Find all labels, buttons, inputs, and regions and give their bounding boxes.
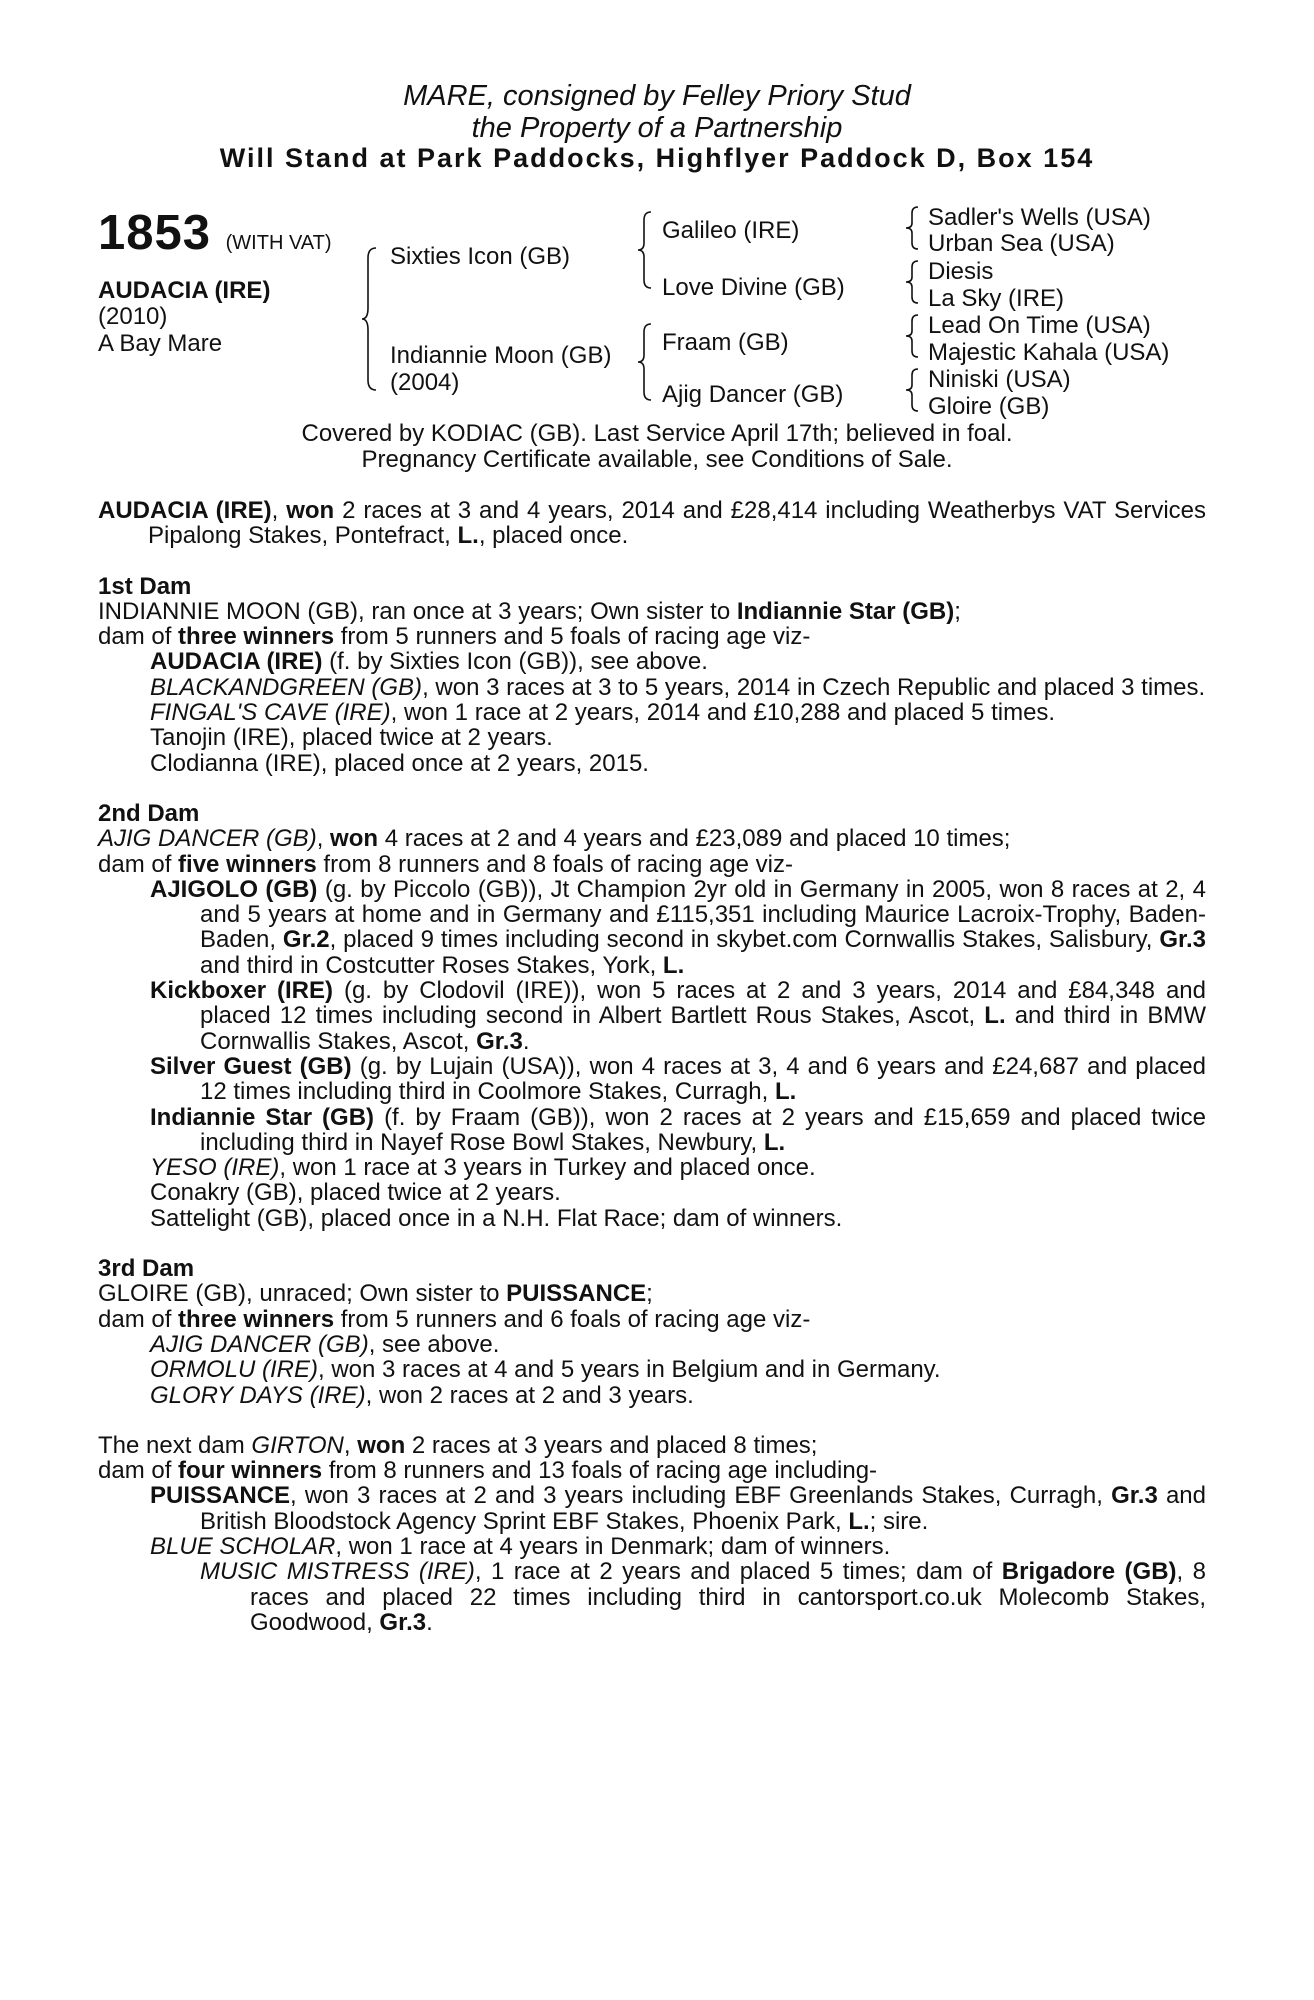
dam2-o1e: Gr.3	[1159, 926, 1207, 954]
dam4-o1f: ; sire.	[869, 1507, 929, 1535]
dam1-offspring-2	[98, 675, 1206, 700]
consignor-line: MARE, consigned by Felley Priory Stud	[403, 80, 911, 112]
property-line: the Property of a Partnership	[471, 112, 843, 144]
dam1-l1c: ;	[954, 597, 961, 625]
dam3-offspring-3	[98, 1383, 1206, 1408]
dam2-o3c: L.	[774, 1078, 797, 1106]
dam2-l1a: AJIG DANCER (GB)	[98, 825, 317, 853]
dam2-o1a: AJIGOLO (GB)	[150, 875, 318, 903]
location-line: Will Stand at Park Paddocks, Highflyer Paddock D, Box 154	[219, 143, 1095, 173]
dam2-o2f: .	[522, 1027, 530, 1055]
dam4-line2	[98, 1458, 1206, 1483]
dam1-heading: 1st Dam	[98, 572, 192, 600]
horse-description: A Bay Mare	[98, 330, 223, 357]
dam3-offspring-1	[98, 1332, 1206, 1357]
dam1-l2b: three winners	[178, 623, 335, 651]
dam2-o2b: (g. by Clodovil (IRE)), won 5 races at 2 and 3 years, 2014 and £84,348 and placed 12 times including second in Albert Bartlett Rous Stakes, Ascot,	[200, 977, 1206, 1030]
pedigree-brace-sire	[636, 210, 654, 290]
dam1-o1b: (f. by Sixties Icon (GB)), see above.	[322, 648, 708, 676]
dam2-line1	[98, 826, 1206, 851]
catalogue-body	[98, 498, 1206, 1635]
dam2-l1c: won	[330, 825, 379, 853]
pedigree-dam-year: (2004)	[390, 369, 460, 396]
dam4-l2b: four winners	[178, 1457, 323, 1485]
dam2-o3a: Silver Guest (GB)	[150, 1052, 352, 1080]
dam4-l1c: ,	[343, 1431, 358, 1459]
dam1-o3b: , won 1 race at 2 years, 2014 and £10,288 and placed 5 times.	[390, 699, 1056, 727]
pedigree-dam-sire: Fraam (GB)	[662, 329, 789, 356]
dam2-offspring-5	[98, 1155, 1206, 1180]
dam2-offspring-3	[98, 1054, 1206, 1105]
dam4-o2b: , won 1 race at 4 years in Denmark; dam of winners.	[335, 1532, 891, 1560]
dam3-heading: 3rd Dam	[98, 1255, 195, 1283]
pedigree-dss: Lead On Time (USA)	[928, 312, 1151, 339]
dam2-line2	[98, 852, 1206, 877]
dam4-l2c: from 8 runners and 13 foals of racing age including-	[322, 1457, 878, 1485]
pedigree-brace-sd	[903, 259, 921, 305]
lot-number: 1853	[98, 206, 212, 260]
dam2-o2e: Gr.3	[476, 1027, 523, 1055]
dam3-o3: GLORY DAYS (IRE)	[150, 1381, 366, 1409]
dam1-offspring-1	[98, 649, 1206, 674]
dam4-l1b: GIRTON	[251, 1431, 344, 1459]
dam3-l2c: from 5 runners and 6 foals of racing age viz-	[334, 1305, 811, 1333]
dam4-o3b: , 1 race at 2 years and placed 5 times; dam of	[474, 1558, 1002, 1586]
dam2-o4b: (f. by Fraam (GB)), won 2 races at 2 years and £15,659 and placed twice including third in Nayef Rose Bowl Stakes, Newbury,	[200, 1103, 1206, 1156]
intro-won: won	[286, 497, 335, 524]
dam4-o3e: Gr.3	[379, 1608, 427, 1636]
dam3-o1b: , see above.	[368, 1330, 500, 1358]
intro-listed: L.	[457, 522, 479, 550]
dam2-heading: 2nd Dam	[98, 799, 200, 827]
pedigree-sds: Diesis	[928, 258, 994, 285]
dam4-o2a: BLUE SCHOLAR	[150, 1532, 336, 1560]
dam2-o3b: (g. by Lujain (USA)), won 4 races at 3, 4 and 6 years and £24,687 and placed 12 times including third in Coolmore Stakes, Curragh,	[200, 1052, 1206, 1106]
dam4-o3c: Brigadore (GB)	[1001, 1558, 1177, 1586]
dam3-line2	[98, 1307, 1206, 1332]
dam4-o1e: L.	[848, 1507, 870, 1535]
pedigree-dds: Niniski (USA)	[928, 366, 1071, 393]
dam1-l1a: INDIANNIE MOON (GB), ran once at 3 years; Own sister to	[98, 597, 737, 625]
dam3-o3b: , won 2 races at 2 and 3 years.	[365, 1381, 694, 1409]
pedigree-brace-ss	[903, 205, 921, 251]
dam1-o2b: , won 3 races at 3 to 5 years, 2014 in Czech Republic and placed 3 times.	[422, 673, 1206, 701]
dam4-offspring-2-1	[98, 1559, 1206, 1635]
dam2-l1d: 4 races at 2 and 4 years and £23,089 and placed 10 times;	[378, 825, 1011, 853]
dam4-o3a: MUSIC MISTRESS (IRE)	[200, 1558, 475, 1586]
dam4-o1c: Gr.3	[1111, 1482, 1158, 1510]
dam2-l2a: dam of	[98, 850, 179, 878]
dam2-o2d: and third in BMW Cornwallis Stakes, Ascot,	[200, 1002, 1207, 1055]
dam2-o1g: L.	[662, 951, 685, 979]
pedigree-sire-sire: Galileo (IRE)	[662, 217, 800, 244]
pedigree-brace-ds	[903, 313, 921, 359]
dam2-offspring-7: Sattelight (GB), placed once in a N.H. Flat Race; dam of winners.	[150, 1204, 843, 1232]
vat-label: (WITH VAT)	[225, 232, 332, 254]
pedigree-ddd: Gloire (GB)	[928, 393, 1050, 420]
dam1-offspring-5: Clodianna (IRE), placed once at 2 years, 2015.	[150, 749, 649, 777]
dam4-o1a: PUISSANCE	[150, 1482, 291, 1510]
dam3-o2: ORMOLU (IRE)	[150, 1356, 318, 1384]
horse-name: AUDACIA (IRE)	[98, 277, 271, 304]
pedigree-dam-dam: Ajig Dancer (GB)	[662, 381, 844, 408]
dam1-offspring-3	[98, 700, 1206, 725]
intro-tail: , placed once.	[478, 522, 629, 550]
dam2-o5b: , won 1 race at 3 years in Turkey and placed once.	[279, 1154, 816, 1182]
pedigree-sss: Sadler's Wells (USA)	[928, 204, 1151, 231]
dam1-l1b: Indiannie Star (GB)	[736, 597, 955, 625]
dam4-offspring-1	[98, 1483, 1206, 1534]
intro-name: AUDACIA (IRE)	[98, 497, 272, 524]
dam2-offspring-1	[98, 877, 1206, 978]
covered-line: Covered by KODIAC (GB). Last Service April 17th; believed in foal.	[301, 420, 1013, 447]
dam2-offspring-6: Conakry (GB), placed twice at 2 years.	[150, 1179, 561, 1207]
pedigree-ssd: Urban Sea (USA)	[928, 230, 1115, 257]
dam3-l2a: dam of	[98, 1305, 179, 1333]
dam4-o3f: .	[426, 1608, 433, 1636]
dam1-l2a: dam of	[98, 623, 179, 651]
dam4-l1a: The next dam	[98, 1431, 252, 1459]
dam3-o2b: , won 3 races at 4 and 5 years in Belgium and in Germany.	[318, 1356, 941, 1384]
pedigree-dsd: Majestic Kahala (USA)	[928, 339, 1170, 366]
dam1-o1a: AUDACIA (IRE)	[150, 648, 323, 676]
dam3-l1b: PUISSANCE	[506, 1280, 647, 1308]
dam2-offspring-2	[98, 978, 1206, 1054]
pedigree-sdd: La Sky (IRE)	[928, 285, 1065, 312]
dam2-l2b: five winners	[178, 850, 317, 878]
intro-text: 2 races at 3 and 4 years, 2014 and £28,414 including Weatherbys VAT Services Pipalong Stakes, Pontefract,	[148, 497, 1206, 550]
dam3-l2b: three winners	[178, 1305, 335, 1333]
pedigree-brace-main	[360, 246, 380, 392]
dam2-o1d: , placed 9 times including second in skybet.com Cornwallis Stakes, Salisbury,	[329, 926, 1160, 954]
dam1-l2c: from 5 runners and 5 foals of racing age viz-	[334, 623, 811, 651]
dam4-line1	[98, 1433, 1206, 1458]
pedigree-sire-dam: Love Divine (GB)	[662, 274, 845, 301]
dam2-o4c: L.	[763, 1128, 786, 1156]
dam1-line1	[98, 599, 1206, 624]
dam2-o4a: Indiannie Star (GB)	[150, 1103, 375, 1131]
dam1-o3a: FINGAL'S CAVE (IRE)	[150, 699, 391, 727]
pedigree-dam: Indiannie Moon (GB)	[390, 342, 612, 369]
dam1-o2a: BLACKANDGREEN (GB)	[150, 673, 423, 701]
dam2-o2a: Kickboxer (IRE)	[150, 977, 333, 1005]
dam2-o1c: Gr.2	[282, 926, 330, 954]
intro-paragraph: AUDACIA (IRE), won 2 races at 3 and 4 years, 2014 and £28,414 including Weatherbys VAT Services Pipalong Stakes, Pontefract, L., placed once.	[98, 497, 1206, 550]
dam4-l2a: dam of	[98, 1457, 179, 1485]
dam2-o5a: YESO (IRE)	[150, 1154, 280, 1182]
dam1-offspring-4: Tanojin (IRE), placed twice at 2 years.	[150, 724, 553, 752]
dam2-o1b: (g. by Piccolo (GB)), Jt Champion 2yr old in Germany in 2005, won 8 races at 2, 4 and 5 years at home and in Germany and £115,351 including Maurice Lacroix-Trophy, Baden-Baden,	[200, 875, 1206, 954]
dam4-o3d: , 8 races and placed 22 times including third in cantorsport.co.uk Molecomb Stakes, Goodwood,	[250, 1558, 1207, 1636]
horse-year: (2010)	[98, 303, 168, 330]
dam2-o1f: and third in Costcutter Roses Stakes, York,	[200, 951, 663, 979]
dam4-o1b: , won 3 races at 2 and 3 years including EBF Greenlands Stakes, Curragh,	[290, 1482, 1112, 1510]
dam3-o1: AJIG DANCER (GB)	[150, 1330, 369, 1358]
pregnancy-line: Pregnancy Certificate available, see Conditions of Sale.	[361, 446, 953, 473]
dam4-o1d: and British Bloodstock Agency Sprint EBF Stakes, Phoenix Park,	[200, 1482, 1206, 1535]
dam2-l2c: from 8 runners and 8 foals of racing age viz-	[316, 850, 794, 878]
pedigree-brace-dam	[636, 322, 654, 402]
dam2-l1b: ,	[316, 825, 331, 853]
pedigree-sire: Sixties Icon (GB)	[390, 243, 571, 270]
dam4-offspring-2	[98, 1534, 1206, 1559]
dam3-l1c: ;	[646, 1280, 653, 1308]
dam2-o2c: L.	[984, 1002, 1006, 1030]
dam3-line1	[98, 1281, 1206, 1306]
dam4-l1d: won	[357, 1431, 406, 1459]
dam2-offspring-4	[98, 1105, 1206, 1156]
lot-number-block	[98, 208, 332, 268]
dam1-line2	[98, 624, 1206, 649]
pedigree-brace-dd	[903, 367, 921, 413]
dam3-offspring-2	[98, 1357, 1206, 1382]
dam3-l1a: GLOIRE (GB), unraced; Own sister to	[98, 1280, 507, 1308]
dam4-l1e: 2 races at 3 years and placed 8 times;	[405, 1431, 818, 1459]
